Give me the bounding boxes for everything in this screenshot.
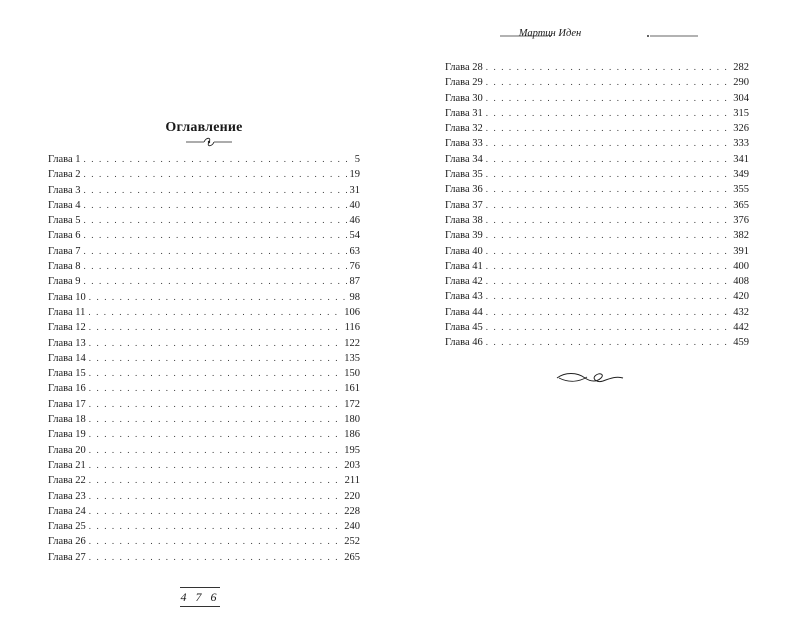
toc-entry[interactable] [48,213,360,228]
chapter-page: 459 [733,337,749,349]
chapter-label: Глава 12 [48,322,86,334]
running-head-text: Мартин Иден [518,28,582,39]
dot-leader [486,244,730,259]
dot-leader [486,152,730,167]
toc-list-right [445,60,749,351]
chapter-page: 98 [349,291,360,303]
toc-entry[interactable] [445,152,749,167]
dot-leader [89,473,342,488]
toc-entry[interactable] [48,550,360,565]
chapter-page: 63 [349,245,360,257]
chapter-page: 5 [354,154,360,165]
dot-leader [89,489,341,504]
dot-leader [89,351,341,366]
chapter-label: Глава 18 [48,414,86,426]
toc-entry[interactable] [48,489,360,504]
dot-leader [84,198,347,213]
toc-entry[interactable] [48,443,360,458]
dot-leader [89,336,341,351]
chapter-label: Глава 19 [48,429,86,441]
chapter-label: Глава 45 [445,322,483,334]
toc-entry[interactable] [48,351,360,366]
dot-leader [84,152,352,167]
toc-entry[interactable] [48,228,360,243]
chapter-page: 40 [349,199,360,211]
chapter-label: Глава 42 [445,276,483,288]
toc-entry[interactable] [445,320,749,335]
chapter-label: Глава 26 [48,536,86,548]
dot-leader [89,427,341,442]
chapter-page: 240 [344,521,360,533]
toc-entry[interactable] [445,167,749,182]
chapter-page: 186 [344,429,360,441]
toc-entry[interactable] [48,320,360,335]
chapter-page: 161 [344,383,360,395]
toc-entry[interactable] [445,244,749,259]
toc-entry[interactable] [445,91,749,106]
chapter-page: 203 [344,459,360,471]
toc-entry[interactable] [48,290,360,305]
chapter-page: 304 [733,92,749,104]
chapter-label: Глава 8 [48,261,81,273]
chapter-label: Глава 9 [48,276,81,288]
chapter-label: Глава 35 [445,169,483,181]
toc-entry[interactable] [445,75,749,90]
dot-leader [89,412,341,427]
folio-rule-bottom [180,606,220,607]
page-number [178,584,222,608]
chapter-label: Глава 29 [445,77,483,89]
chapter-page: 252 [344,536,360,548]
toc-entry[interactable] [445,213,749,228]
chapter-page: 365 [733,199,749,211]
dot-leader [486,182,730,197]
dot-leader [486,167,730,182]
chapter-page: 315 [733,107,749,119]
toc-entry[interactable] [48,504,360,519]
toc-entry[interactable] [445,136,749,151]
toc-entry[interactable] [48,519,360,534]
dot-leader [486,274,730,289]
chapter-label: Глава 6 [48,230,81,242]
chapter-label: Глава 22 [48,475,86,487]
chapter-label: Глава 37 [445,199,483,211]
dot-leader [84,183,347,198]
chapter-label: Глава 43 [445,291,483,303]
toc-entry[interactable] [48,167,360,182]
chapter-label: Глава 44 [445,306,483,318]
toc-entry[interactable] [48,427,360,442]
dot-leader [84,259,347,274]
dot-leader [486,136,730,151]
toc-entry[interactable] [445,289,749,304]
chapter-label: Глава 24 [48,505,86,517]
dot-leader [84,213,347,228]
toc-entry[interactable] [48,152,360,167]
chapter-page: 420 [733,291,749,303]
chapter-page: 228 [344,505,360,517]
chapter-page: 376 [733,214,749,226]
chapter-label: Глава 7 [48,245,81,257]
chapter-label: Глава 2 [48,169,81,181]
dot-leader [89,320,342,335]
chapter-page: 408 [733,276,749,288]
dot-leader [89,290,347,305]
chapter-page: 442 [733,322,749,334]
chapter-page: 46 [349,215,360,227]
chapter-label: Глава 27 [48,551,86,563]
dot-leader [89,381,341,396]
dot-leader [486,335,730,350]
chapter-label: Глава 4 [48,199,81,211]
dot-leader [84,244,347,259]
chapter-label: Глава 16 [48,383,86,395]
chapter-label: Глава 36 [445,184,483,196]
chapter-label: Глава 33 [445,138,483,150]
dot-leader [89,534,341,549]
chapter-page: 220 [344,490,360,502]
dot-leader [486,106,730,121]
toc-entry[interactable] [48,198,360,213]
chapter-label: Глава 41 [445,260,483,272]
toc-entry[interactable] [445,198,749,213]
toc-title: Оглавление [165,120,243,135]
chapter-page: 172 [344,398,360,410]
chapter-page: 400 [733,260,749,272]
chapter-page: 432 [733,306,749,318]
dot-leader [89,519,341,534]
chapter-page: 333 [733,138,749,150]
dot-leader [89,550,341,565]
dot-leader [89,397,341,412]
chapter-page: 135 [344,352,360,364]
dot-leader [486,228,730,243]
chapter-label: Глава 5 [48,215,81,227]
toc-entry[interactable] [48,366,360,381]
chapter-label: Глава 13 [48,337,86,349]
chapter-label: Глава 20 [48,444,86,456]
chapter-page: 87 [349,276,360,288]
dot-leader [486,289,730,304]
chapter-page: 382 [733,230,749,242]
toc-list-left [48,152,360,565]
chapter-page: 150 [344,368,360,380]
chapter-label: Глава 25 [48,521,86,533]
chapter-label: Глава 31 [445,107,483,119]
chapter-label: Глава 39 [445,230,483,242]
dot-leader [84,274,347,289]
chapter-page: 116 [344,322,360,334]
toc-entry[interactable] [445,335,749,350]
dot-leader [89,443,341,458]
chapter-page: 290 [733,77,749,89]
toc-entry[interactable] [48,381,360,396]
chapter-page: 19 [349,169,360,181]
dot-leader [486,198,730,213]
toc-entry[interactable] [445,305,749,320]
toc-entry[interactable] [48,274,360,289]
toc-entry[interactable] [48,412,360,427]
dot-leader [486,75,730,90]
toc-entry[interactable] [48,458,360,473]
toc-entry[interactable] [48,397,360,412]
chapter-label: Глава 1 [48,154,81,165]
toc-entry[interactable] [48,473,360,488]
chapter-page: 54 [349,230,360,242]
toc-entry[interactable] [48,534,360,549]
toc-entry[interactable] [48,336,360,351]
toc-entry[interactable] [445,259,749,274]
chapter-label: Глава 28 [445,62,483,73]
chapter-label: Глава 30 [445,92,483,104]
chapter-page: 211 [344,475,360,487]
dot-leader [486,121,730,136]
toc-entry[interactable] [445,228,749,243]
folio-rule-top [180,587,220,588]
toc-entry[interactable] [48,244,360,259]
dot-leader [89,366,341,381]
dot-leader [88,305,341,320]
chapter-label: Глава 21 [48,459,86,471]
chapter-page: 355 [733,184,749,196]
dot-leader [84,167,347,182]
dot-leader [84,228,347,243]
toc-entry[interactable] [445,121,749,136]
chapter-page: 265 [344,551,360,563]
chapter-label: Глава 10 [48,291,86,303]
dot-leader [486,91,730,106]
chapter-label: Глава 34 [445,153,483,165]
chapter-page: 282 [733,62,749,73]
dot-leader [486,320,730,335]
chapter-label: Глава 38 [445,214,483,226]
chapter-page: 349 [733,169,749,181]
chapter-page: 31 [349,184,360,196]
chapter-label: Глава 11 [48,306,86,318]
chapter-label: Глава 17 [48,398,86,410]
running-head [500,28,800,44]
chapter-page: 391 [733,245,749,257]
title-ornament-icon [184,136,234,148]
dot-leader [486,305,730,320]
dot-leader [89,504,341,519]
chapter-page: 76 [349,261,360,273]
toc-entry[interactable] [48,183,360,198]
toc-entry[interactable] [445,182,749,197]
toc-entry[interactable] [445,60,749,75]
chapter-label: Глава 46 [445,337,483,349]
chapter-page: 180 [344,414,360,426]
chapter-label: Глава 15 [48,368,86,380]
chapter-label: Глава 14 [48,352,86,364]
chapter-label: Глава 40 [445,245,483,257]
toc-entry[interactable] [48,259,360,274]
chapter-page: 341 [733,153,749,165]
toc-entry[interactable] [48,305,360,320]
toc-entry[interactable] [445,106,749,121]
dot-leader [486,259,730,274]
chapter-label: Глава 32 [445,123,483,135]
chapter-page: 122 [344,337,360,349]
page-number-text: 4 7 6 [180,590,220,604]
chapter-label: Глава 23 [48,490,86,502]
dot-leader [486,213,730,228]
chapter-label: Глава 3 [48,184,81,196]
chapter-page: 326 [733,123,749,135]
chapter-page: 106 [344,306,360,318]
toc-entry[interactable] [445,274,749,289]
end-ornament-icon [555,370,625,386]
chapter-page: 195 [344,444,360,456]
dot-leader [89,458,341,473]
dot-leader [486,60,730,75]
